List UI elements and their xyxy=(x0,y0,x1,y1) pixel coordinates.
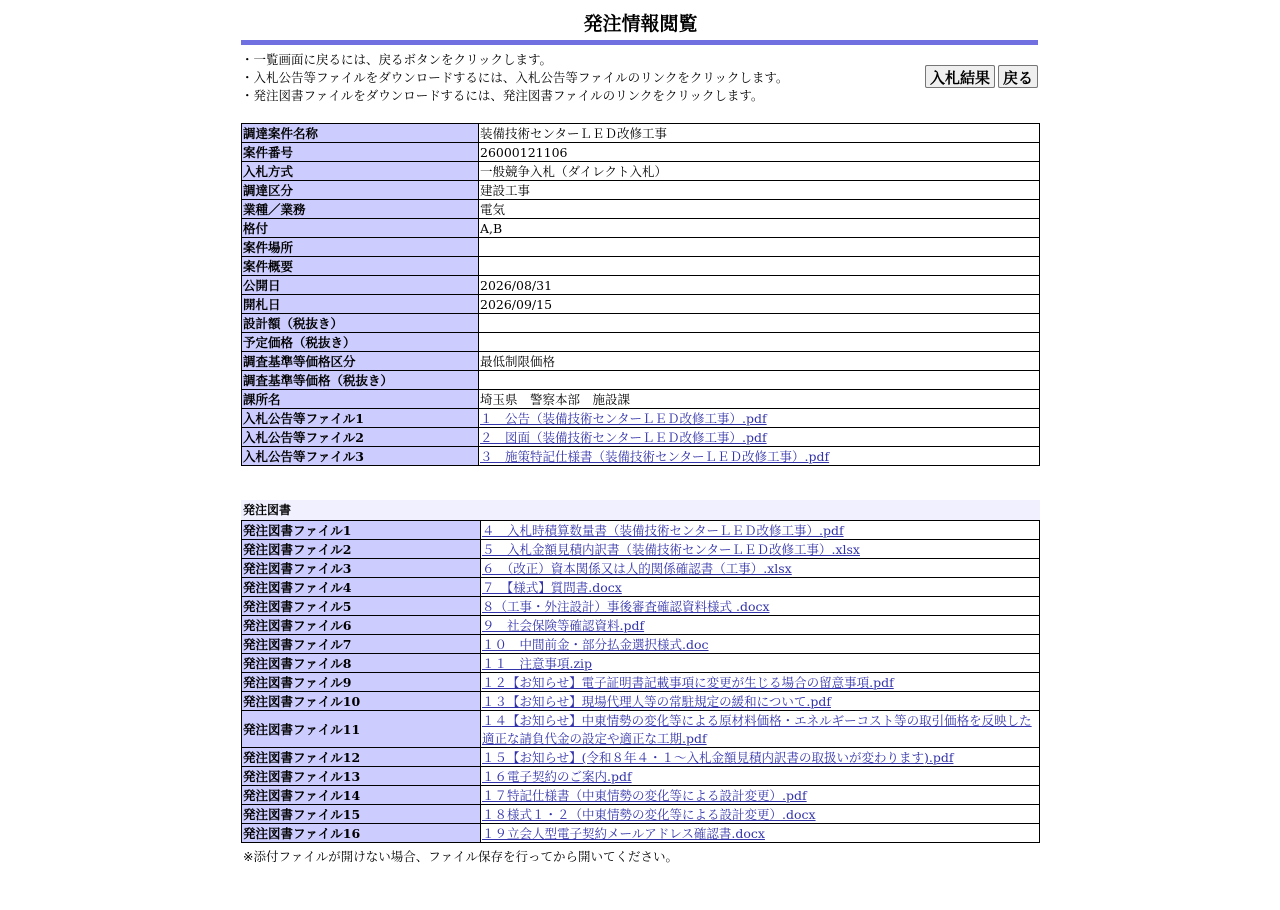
row-value xyxy=(481,711,1040,748)
row-label: 発注図書ファイル1 xyxy=(242,521,481,540)
row-label: 公開日 xyxy=(242,276,479,295)
instruction-item: ・一覧画面に戻るには、戻るボタンをクリックします。 xyxy=(241,52,553,67)
row-value xyxy=(481,597,1040,616)
table-row xyxy=(242,597,1040,616)
row-value: 一般競争入札（ダイレクト入札） xyxy=(479,162,1040,181)
file-download-link[interactable]: １２【お知らせ】電子証明書記載事項に変更が生じる場合の留意事項.pdf xyxy=(482,675,894,690)
file-download-link[interactable]: ２ 図面（装備技術センターＬＥＤ改修工事）.pdf xyxy=(480,430,767,445)
row-label: 発注図書ファイル16 xyxy=(242,824,481,843)
row-value xyxy=(481,559,1040,578)
table-row xyxy=(242,295,1040,314)
file-download-link[interactable]: １０ 中間前金・部分払金選択様式.doc xyxy=(482,637,709,652)
table-row xyxy=(242,616,1040,635)
table-row xyxy=(242,805,1040,824)
row-value: 2026/08/31 xyxy=(479,276,1040,295)
table-row xyxy=(242,409,1040,428)
file-download-link[interactable]: ３ 施策特記仕様書（装備技術センターＬＥＤ改修工事）.pdf xyxy=(480,449,830,464)
row-label: 発注図書ファイル11 xyxy=(242,711,481,748)
row-value xyxy=(481,654,1040,673)
file-download-link[interactable]: ７ 【様式】質問書.docx xyxy=(482,580,622,595)
row-value: 装備技術センターＬＥＤ改修工事 xyxy=(479,124,1040,143)
table-row xyxy=(242,390,1040,409)
table-row xyxy=(242,238,1040,257)
row-label: 調査基準等価格区分 xyxy=(242,352,479,371)
table-row xyxy=(242,673,1040,692)
row-label: 案件番号 xyxy=(242,143,479,162)
row-label: 課所名 xyxy=(242,390,479,409)
row-label: 発注図書ファイル9 xyxy=(242,673,481,692)
table-row xyxy=(242,767,1040,786)
row-label: 入札方式 xyxy=(242,162,479,181)
row-label: 案件概要 xyxy=(242,257,479,276)
row-value: 26000121106 xyxy=(479,143,1040,162)
row-label: 発注図書ファイル15 xyxy=(242,805,481,824)
row-value xyxy=(481,786,1040,805)
table-row xyxy=(242,786,1040,805)
file-download-link[interactable]: ９ 社会保険等確認資料.pdf xyxy=(482,618,645,633)
row-value xyxy=(479,447,1040,466)
file-download-link[interactable]: １７特記仕様書（中東情勢の変化等による設計変更）.pdf xyxy=(482,788,807,803)
row-value xyxy=(481,540,1040,559)
table-row xyxy=(242,257,1040,276)
table-row xyxy=(242,540,1040,559)
file-download-link[interactable]: １ 公告（装備技術センターＬＥＤ改修工事）.pdf xyxy=(480,411,767,426)
file-download-link[interactable]: １４【お知らせ】中東情勢の変化等による原材料価格・エネルギーコスト等の取引価格を反映した適正な請負代金の設定や適正な工期.pdf xyxy=(482,713,1032,746)
file-download-link[interactable]: ８（工事・外注設計）事後審査確認資料様式 .docx xyxy=(482,599,770,614)
row-label: 発注図書ファイル6 xyxy=(242,616,481,635)
file-download-link[interactable]: ６ （改正）資本関係又は人的関係確認書（工事）.xlsx xyxy=(482,561,792,576)
row-label: 入札公告等ファイル3 xyxy=(242,447,479,466)
row-value xyxy=(481,767,1040,786)
row-value: 2026/09/15 xyxy=(479,295,1040,314)
row-label: 開札日 xyxy=(242,295,479,314)
back-button[interactable]: 戻る xyxy=(998,65,1038,88)
file-download-link[interactable]: ５ 入札金額見積内訳書（装備技術センターＬＥＤ改修工事）.xlsx xyxy=(482,542,860,557)
table-row xyxy=(242,711,1040,748)
instruction-item: ・入札公告等ファイルをダウンロードするには、入札公告等ファイルのリンクをクリックします。 xyxy=(241,70,789,85)
footer-note: ※添付ファイルが開けない場合、ファイル保存を行ってから開いてください。 xyxy=(243,849,678,864)
bid-results-button[interactable]: 入札結果 xyxy=(925,65,995,88)
row-value: 埼玉県 警察本部 施設課 xyxy=(479,390,1040,409)
row-value: A,B xyxy=(479,219,1040,238)
table-row xyxy=(242,447,1040,466)
row-value xyxy=(479,238,1040,257)
row-value xyxy=(481,635,1040,654)
file-download-link[interactable]: １３【お知らせ】現場代理人等の常駐規定の緩和について.pdf xyxy=(482,694,831,709)
table-row xyxy=(242,314,1040,333)
row-label: 入札公告等ファイル2 xyxy=(242,428,479,447)
file-download-link[interactable]: １８様式１・２（中東情勢の変化等による設計変更）.docx xyxy=(482,807,816,822)
row-value xyxy=(481,616,1040,635)
table-row xyxy=(242,200,1040,219)
row-label: 調達案件名称 xyxy=(242,124,479,143)
row-label: 発注図書ファイル13 xyxy=(242,767,481,786)
action-buttons xyxy=(925,65,1038,88)
row-value xyxy=(479,409,1040,428)
row-value: 建設工事 xyxy=(479,181,1040,200)
file-download-link[interactable]: １６電子契約のご案内.pdf xyxy=(482,769,632,784)
table-row xyxy=(242,371,1040,390)
table-row xyxy=(242,124,1040,143)
file-download-link[interactable]: １１ 注意事項.zip xyxy=(482,656,593,671)
page-container xyxy=(241,0,1040,865)
row-value xyxy=(481,805,1040,824)
row-value xyxy=(481,521,1040,540)
table-row xyxy=(242,521,1040,540)
files-section-title: 発注図書 xyxy=(241,500,1040,520)
table-row xyxy=(242,333,1040,352)
row-value xyxy=(479,257,1040,276)
table-row xyxy=(242,692,1040,711)
table-row xyxy=(242,635,1040,654)
row-value xyxy=(479,314,1040,333)
row-value: 電気 xyxy=(479,200,1040,219)
row-label: 予定価格（税抜き） xyxy=(242,333,479,352)
file-download-link[interactable]: １５【お知らせ】(令和８年４・１～入札金額見積内訳書の取扱いが変わります).pdf xyxy=(482,750,954,765)
row-value xyxy=(481,673,1040,692)
table-row xyxy=(242,559,1040,578)
instructions-list xyxy=(241,45,1040,105)
file-download-link[interactable]: ４ 入札時積算数量書（装備技術センターＬＥＤ改修工事）.pdf xyxy=(482,523,844,538)
instruction-item: ・発注図書ファイルをダウンロードするには、発注図書ファイルのリンクをクリックします。 xyxy=(241,88,764,103)
table-row xyxy=(242,748,1040,767)
row-label: 調達区分 xyxy=(242,181,479,200)
table-row xyxy=(242,654,1040,673)
row-label: 業種／業務 xyxy=(242,200,479,219)
row-label: 発注図書ファイル10 xyxy=(242,692,481,711)
order-files-table xyxy=(241,520,1040,843)
table-row xyxy=(242,578,1040,597)
table-row xyxy=(242,162,1040,181)
page-title: 発注情報閲覧 xyxy=(583,13,698,35)
table-row xyxy=(242,181,1040,200)
row-value xyxy=(479,428,1040,447)
row-value xyxy=(481,748,1040,767)
row-label: 調査基準等価格（税抜き） xyxy=(242,371,479,390)
row-label: 案件場所 xyxy=(242,238,479,257)
row-value xyxy=(479,333,1040,352)
table-row xyxy=(242,824,1040,843)
row-label: 入札公告等ファイル1 xyxy=(242,409,479,428)
row-label: 発注図書ファイル2 xyxy=(242,540,481,559)
row-label: 発注図書ファイル4 xyxy=(242,578,481,597)
row-value xyxy=(481,692,1040,711)
row-label: 発注図書ファイル14 xyxy=(242,786,481,805)
row-label: 格付 xyxy=(242,219,479,238)
table-row xyxy=(242,219,1040,238)
row-value: 最低制限価格 xyxy=(479,352,1040,371)
row-label: 発注図書ファイル5 xyxy=(242,597,481,616)
instructions-area xyxy=(241,45,1040,111)
row-label: 設計額（税抜き） xyxy=(242,314,479,333)
row-label: 発注図書ファイル8 xyxy=(242,654,481,673)
row-label: 発注図書ファイル3 xyxy=(242,559,481,578)
row-value xyxy=(481,824,1040,843)
row-value xyxy=(481,578,1040,597)
row-label: 発注図書ファイル7 xyxy=(242,635,481,654)
table-row xyxy=(242,276,1040,295)
table-row xyxy=(242,143,1040,162)
row-label: 発注図書ファイル12 xyxy=(242,748,481,767)
table-row xyxy=(242,352,1040,371)
file-download-link[interactable]: １９立会人型電子契約メールアドレス確認書.docx xyxy=(482,826,765,841)
table-row xyxy=(242,428,1040,447)
row-value xyxy=(479,371,1040,390)
order-info-table xyxy=(241,123,1040,466)
